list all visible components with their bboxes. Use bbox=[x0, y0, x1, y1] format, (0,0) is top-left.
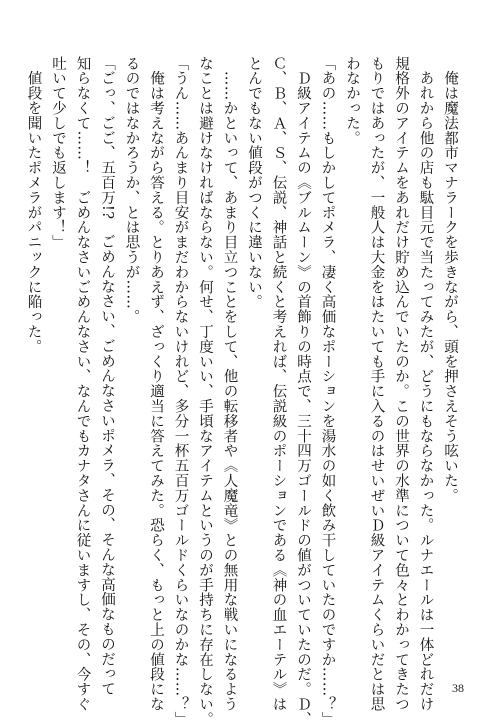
text-line: 俺は魔法都市マナラークを歩きながら、頭を押さえそう呟いた。 bbox=[442, 56, 458, 503]
text-line: 値段を聞いたポメラがパニックに陥った。 bbox=[25, 56, 42, 354]
text-line: るのではなかろうか、とは思うが……。 bbox=[123, 56, 140, 325]
text-line: 「ごっ、ごご、五百万!? ごめんなさい、ごめんなさいポメラ、その、そんな高価なものだって bbox=[99, 56, 115, 697]
text-line: なことは避けなければならない。何せ、丁度いい、手頃なアイテムというのが手持ちに存在しない。 bbox=[197, 56, 213, 727]
text-line: とんでもない値段がつくに違いない。 bbox=[246, 56, 262, 310]
text-line: 「うん……あんまり目安がまだわからないけれど、多分一杯五百万ゴールドくらいなのかな……？」 bbox=[172, 56, 189, 727]
text-line: 知らなくて……！ ごめんなさいごめんなさい、なんでもカナタさんに従いますし、その、今すぐ bbox=[74, 56, 91, 712]
text-line: もりではあったが、一般人は大金をはたいても手に入るのはせいぜいＤ級アイテムくらいだとは思 bbox=[368, 56, 385, 712]
text-line: 吐いて少しでも返します！」 bbox=[50, 56, 66, 250]
text-line: 「あの……もしかしてポメラ、凄く高価なポーションを湯水の如く飲み干していたのですか……？」 bbox=[319, 56, 336, 727]
text-line: Ｄ級アイテムの《ブルムーン》の首飾りの時点で、三十四万ゴールドの値がついていたのだ。Ｄ、 bbox=[295, 56, 311, 727]
page-number: 38 bbox=[452, 681, 464, 695]
text-line: わなかった。 bbox=[344, 56, 360, 146]
text-line: あれから他の店も駄目元で当たってみたが、どうにもならなかった。ルナエールは一体どれだけ bbox=[417, 56, 434, 712]
text-line: 規格外のアイテムをあれだけ貯め込んでいたのか。この世界の水準について色々とわかってきたつ bbox=[393, 56, 409, 712]
text-line: Ｃ、Ｂ、Ａ、Ｓ、伝説、神話と続くと考えれば、伝説級のポーションである《神の血エーテル》は bbox=[270, 56, 287, 712]
text-line: ……かといって、あまり目立つことをして、他の転移者や《人魔竜》との無用な戦いになるよう bbox=[221, 56, 238, 712]
text-line: 俺は考えながら答える。とりあえず、ざっくり適当に答えてみた。恐らく、もっと上の値段にな bbox=[148, 56, 164, 712]
